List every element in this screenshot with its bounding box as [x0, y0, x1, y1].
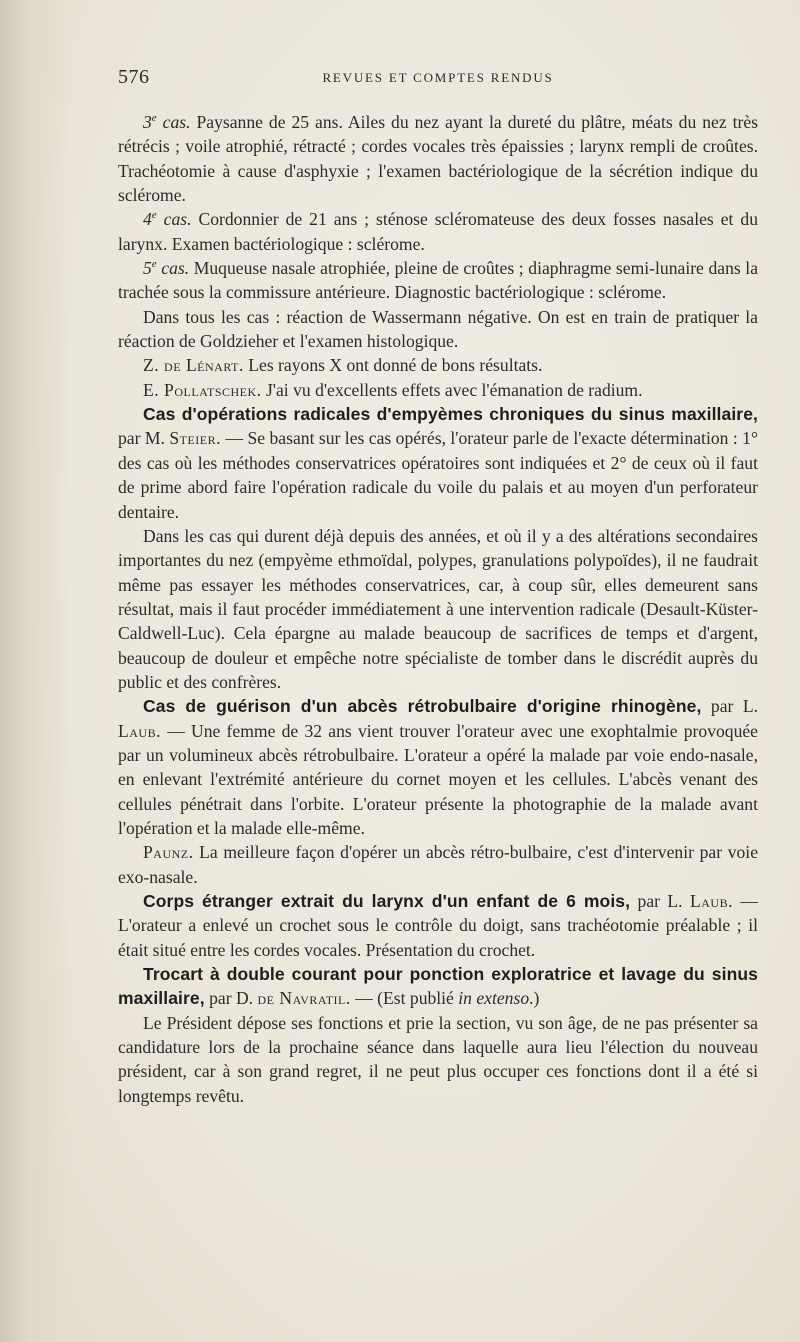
case-ordinal: e: [151, 112, 157, 125]
paragraph-wassermann: [118, 305, 758, 354]
speaker-name: Z. de Lénart.: [143, 355, 244, 376]
paragraph-laub-larynx: [118, 889, 758, 962]
case-ordinal: e: [151, 258, 157, 271]
author-prefix: par L.: [630, 891, 690, 911]
paragraph-text: Muqueuse nasale atrophiée, pleine de croûtes ; diaphragme semi-lunaire dans la trachée sous la commissure antérieure. Diagnostic bactériologique : sclérome.: [118, 258, 759, 303]
publication-note-end: .): [529, 988, 540, 1009]
author-prefix: par L.: [701, 696, 758, 717]
paragraph-radical-intervention: [118, 524, 758, 694]
author-prefix: par D.: [204, 988, 258, 1009]
author-prefix: par M.: [118, 428, 170, 449]
publication-note-italic: in extenso: [458, 988, 530, 1009]
case-label: cas.: [156, 209, 192, 230]
speaker-name: Paunz.: [143, 842, 194, 863]
paragraph-text: Dans les cas qui durent déjà depuis des années, et où il y a des altérations secondaires importantes du nez (empyème ethmoïdal, polypes, granulations polypoïdes), il ne faudrait même pas essayer les méthodes conservatrices, car, à coup sûr, elles demeurent sans résultat, mais il faut procéder immédiatement à une intervention radicale (Desault-Küster-Caldwell-Luc). Cela épargne au malade beaucoup de sacrifices de temps et d'argent, beaucoup de douleur et empêche notre spécialiste de tomber dans le discrédit auprès du public et des confrères.: [118, 525, 758, 692]
paragraph-text: — Se basant sur les cas opérés, l'orateur parle de l'exacte détermination : 1° des cas où les méthodes conservatrices opératoires sont indiquées et 2° de ceux où il faut de prime abord faire l'opération radicale du voile du palais et au moyen d'un perforateur dentaire.: [118, 428, 758, 522]
section-heading: Trocart à double courant pour ponction exploratrice et lavage du sinus maxillaire,: [118, 964, 758, 1009]
publication-note: — (Est publié: [350, 988, 459, 1009]
paragraph-text: Cordonnier de 21 ans ; sténose scléromateuse des deux fosses nasales et du larynx. Examen bactériologique : sclérome.: [118, 209, 758, 254]
paragraph-navratil: [118, 962, 758, 1011]
speaker-name: E. Pollatschek.: [143, 379, 262, 400]
case-number: 5: [143, 258, 152, 279]
section-heading: Corps étranger extrait du larynx d'un enfant de 6 mois,: [143, 891, 631, 911]
author-name: Steier.: [169, 428, 222, 449]
paragraph-lenart: [118, 353, 758, 377]
paragraph-text: — L'orateur a enlevé un crochet sous le contrôle du doigt, sans trachéotomie préalable ; il était situé entre les cordes vocales. Présentation du crochet.: [118, 891, 758, 960]
paragraph-case-5: [118, 256, 758, 305]
paragraph-laub-abces: [118, 694, 758, 840]
paragraph-text: Dans tous les cas : réaction de Wassermann négative. On est en train de pratiquer la réaction de Goldzieher et l'examen histologique.: [118, 306, 758, 352]
paragraph-steier: [118, 402, 758, 524]
paragraph-case-4: [118, 207, 758, 256]
paragraph-text: Paysanne de 25 ans. Ailes du nez ayant la dureté du plâtre, méats du nez très rétrécis ; voile atrophié, rétracté ; cordes vocales très épaissies ; larynx rempli de croûtes. Trachéotomie à cause d'asphyxie ; l'examen bactériologique de la sécrétion indique du sclérome.: [118, 112, 759, 206]
paragraph-president: [118, 1011, 758, 1108]
case-label: cas.: [156, 112, 191, 132]
paragraph-text: — Une femme de 32 ans vient trouver l'orateur avec une exophtalmie provoquée par un volumineux abcès rétrobulbaire. L'orateur a opéré la malade par voie endo-nasale, en enlevant l'extrémité antérieure du cornet moyen et les cellules. L'abcès venant des cellules pénétrait dans l'orbite. L'orateur présente la photographie de la malade avant l'opération et la malade elle-même.: [118, 720, 758, 838]
page-gutter-shadow: [0, 0, 70, 1342]
page-number: 576: [118, 66, 150, 88]
section-heading: Cas de guérison d'un abcès rétrobulbaire d'origine rhinogène,: [143, 696, 702, 717]
page-header: [118, 66, 758, 94]
author-name: Laub.: [118, 720, 161, 741]
paragraph-text: Les rayons X ont donné de bons résultats.: [243, 355, 543, 376]
paragraph-paunz: [118, 840, 758, 889]
case-number: 4: [143, 209, 152, 230]
author-name: de Navratil.: [257, 988, 351, 1009]
case-label: cas.: [156, 258, 190, 279]
paragraph-case-3: [118, 110, 758, 207]
paragraph-text: La meilleure façon d'opérer un abcès rétro-bulbaire, c'est d'intervenir par voie exo-nasale.: [118, 842, 758, 887]
paragraph-pollatschek: [118, 378, 758, 402]
author-name: Laub.: [689, 891, 733, 911]
running-title: REVUES ET COMPTES RENDUS: [322, 70, 554, 85]
section-heading: Cas d'opérations radicales d'empyèmes chroniques du sinus maxillaire,: [143, 404, 758, 425]
case-ordinal: e: [151, 209, 157, 222]
paragraph-text: J'ai vu d'excellents effets avec l'émanation de radium.: [261, 379, 643, 400]
paragraph-text: Le Président dépose ses fonctions et prie la section, vu son âge, de ne pas présenter sa candidature lors de la prochaine séance dans laquelle aura lieu l'élection du nouveau président, car à son grand regret, il ne peut plus occuper ces fonctions dont il a été si longtemps revêtu.: [118, 1012, 758, 1106]
page-body: [118, 110, 758, 1108]
case-number: 3: [143, 112, 152, 132]
